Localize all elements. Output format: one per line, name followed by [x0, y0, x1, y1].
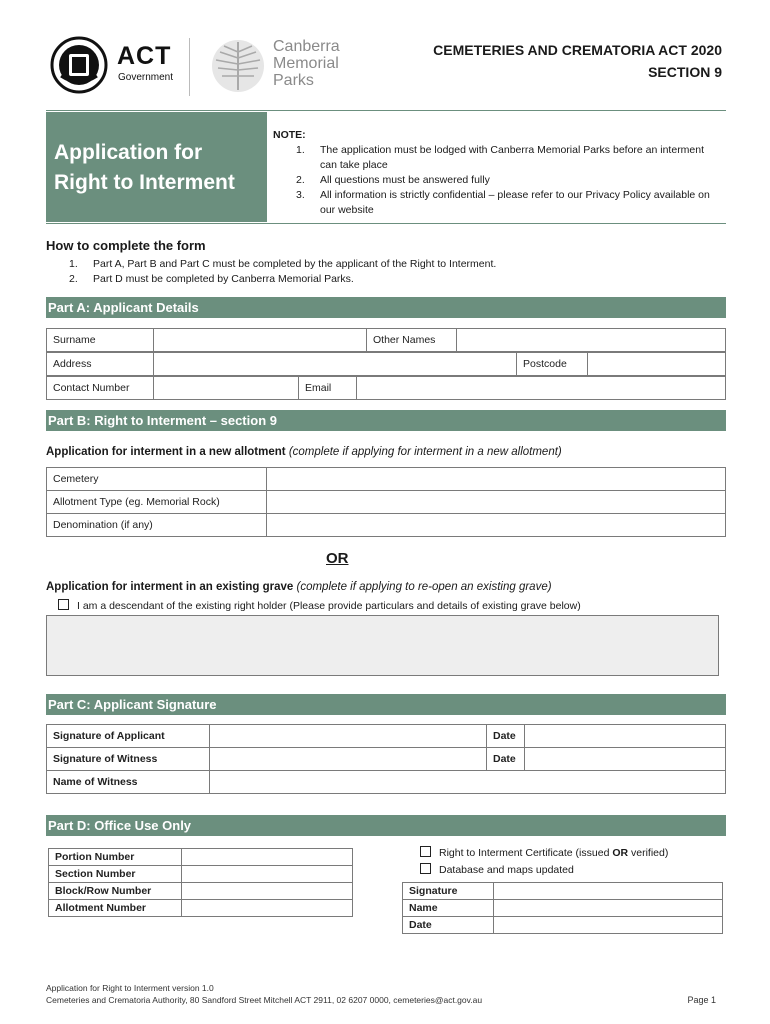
email-field[interactable]	[357, 377, 726, 400]
cemetery-field[interactable]	[267, 468, 726, 491]
allotment-number-field[interactable]	[182, 900, 353, 917]
act-logo-subtext: Government	[118, 72, 174, 83]
leaf-icon	[210, 38, 266, 94]
part-a-address-table	[46, 352, 726, 376]
part-b-header: Part B: Right to Interment – section 9	[46, 410, 726, 431]
section-label: SECTION 9	[648, 64, 722, 80]
cemetery-label: Cemetery	[47, 468, 267, 491]
contact-number-field[interactable]	[154, 377, 299, 400]
certificate-checkbox-row[interactable]	[420, 846, 668, 859]
certificate-checkbox[interactable]	[420, 846, 431, 857]
descendant-checkbox[interactable]	[58, 599, 69, 610]
other-names-field[interactable]	[457, 329, 726, 352]
database-label: Database and maps updated	[439, 864, 574, 876]
cmp-logo-line-1: Canberra	[273, 38, 340, 55]
certificate-label-prefix: Right to Interment Certificate (issued	[439, 847, 613, 859]
office-date-field[interactable]	[494, 917, 723, 934]
allotment-type-label: Allotment Type (eg. Memorial Rock)	[47, 491, 267, 514]
office-name-field[interactable]	[494, 900, 723, 917]
postcode-field[interactable]	[588, 353, 726, 376]
office-date-label: Date	[403, 917, 494, 934]
signature-applicant-label: Signature of Applicant	[47, 725, 210, 748]
database-checkbox-row[interactable]	[420, 863, 574, 876]
allotment-number-label: Allotment Number	[49, 900, 182, 917]
signature-witness-label: Signature of Witness	[47, 748, 210, 771]
part-a-header: Part A: Applicant Details	[46, 297, 726, 318]
title-line-1: Application for	[54, 141, 203, 164]
act-title: CEMETERIES AND CREMATORIA ACT 2020	[433, 42, 722, 58]
act-crest-icon	[50, 36, 112, 94]
note-block	[273, 128, 723, 218]
name-witness-field[interactable]	[210, 771, 726, 794]
email-label: Email	[299, 377, 357, 400]
footer-version: Application for Right to Interment version 1.0	[46, 983, 214, 993]
title-rule	[46, 223, 726, 224]
office-signature-table	[402, 882, 723, 934]
other-names-label: Other Names	[367, 329, 457, 352]
certificate-label-or: OR	[612, 847, 629, 859]
denomination-field[interactable]	[267, 514, 726, 537]
page-number: Page 1	[687, 995, 716, 1005]
note-heading: NOTE:	[273, 129, 306, 141]
act-government-logo	[50, 36, 175, 94]
block-row-number-field[interactable]	[182, 883, 353, 900]
date-field-1[interactable]	[525, 725, 726, 748]
signature-table	[46, 724, 726, 794]
name-witness-label: Name of Witness	[47, 771, 210, 794]
descendant-checkbox-row[interactable]	[58, 599, 581, 612]
how-to-heading: How to complete the form	[46, 238, 206, 253]
office-signature-label: Signature	[403, 883, 494, 900]
section-number-label: Section Number	[49, 866, 182, 883]
date-label-1: Date	[487, 725, 525, 748]
block-row-number-label: Block/Row Number	[49, 883, 182, 900]
descendant-checkbox-label: I am a descendant of the existing right holder (Please provide particulars and details of existing grave below)	[77, 600, 581, 612]
office-allotment-table	[48, 848, 353, 917]
surname-label: Surname	[47, 329, 154, 352]
existing-grave-heading: Application for interment in an existing grave (complete if applying to re-open an existing grave)	[46, 581, 552, 593]
title-box	[46, 112, 267, 222]
canberra-memorial-parks-logo	[210, 36, 370, 96]
signature-witness-field[interactable]	[210, 748, 487, 771]
part-a-table	[46, 328, 726, 352]
part-c-header: Part C: Applicant Signature	[46, 694, 726, 715]
surname-field[interactable]	[154, 329, 367, 352]
header-rule	[46, 110, 726, 111]
address-label: Address	[47, 353, 154, 376]
cmp-logo-line-2: Memorial	[273, 55, 339, 72]
date-label-2: Date	[487, 748, 525, 771]
portion-number-label: Portion Number	[49, 849, 182, 866]
how-to-item: 2. Part D must be completed by Canberra Memorial Parks.	[69, 273, 354, 285]
act-logo-text: ACT	[117, 42, 172, 70]
cmp-logo-line-3: Parks	[273, 72, 314, 89]
allotment-type-field[interactable]	[267, 491, 726, 514]
portion-number-field[interactable]	[182, 849, 353, 866]
title-line-2: Right to Interment	[54, 171, 235, 194]
or-separator: OR	[326, 550, 349, 567]
note-list	[296, 143, 723, 218]
address-field[interactable]	[154, 353, 517, 376]
date-field-2[interactable]	[525, 748, 726, 771]
note-item: 2. All questions must be answered fully	[296, 174, 490, 186]
signature-applicant-field[interactable]	[210, 725, 487, 748]
section-number-field[interactable]	[182, 866, 353, 883]
part-d-header: Part D: Office Use Only	[46, 815, 726, 836]
certificate-label-suffix: verified)	[628, 847, 669, 859]
postcode-label: Postcode	[517, 353, 588, 376]
database-checkbox[interactable]	[420, 863, 431, 874]
new-allotment-heading: Application for interment in a new allotment (complete if applying for interment in a new allotment)	[46, 446, 562, 458]
how-to-item: 1. Part A, Part B and Part C must be completed by the applicant of the Right to Interment.	[69, 258, 497, 270]
note-item: 3. All information is strictly confidential – please refer to our Privacy Policy available on our website	[296, 189, 710, 216]
footer-address: Cemeteries and Crematoria Authority, 80 Sandford Street Mitchell ACT 2911, 02 6207 0000, cemeteries@act.gov.au	[46, 995, 483, 1005]
note-item: 1. The application must be lodged with Canberra Memorial Parks before an interment can take place	[296, 144, 705, 171]
part-a-contact-table	[46, 376, 726, 400]
office-name-label: Name	[403, 900, 494, 917]
contact-number-label: Contact Number	[47, 377, 154, 400]
existing-grave-details-field[interactable]	[46, 615, 719, 676]
office-signature-field[interactable]	[494, 883, 723, 900]
logo-divider	[189, 38, 190, 96]
how-to-list	[69, 257, 496, 287]
denomination-label: Denomination (if any)	[47, 514, 267, 537]
new-allotment-table	[46, 467, 726, 537]
